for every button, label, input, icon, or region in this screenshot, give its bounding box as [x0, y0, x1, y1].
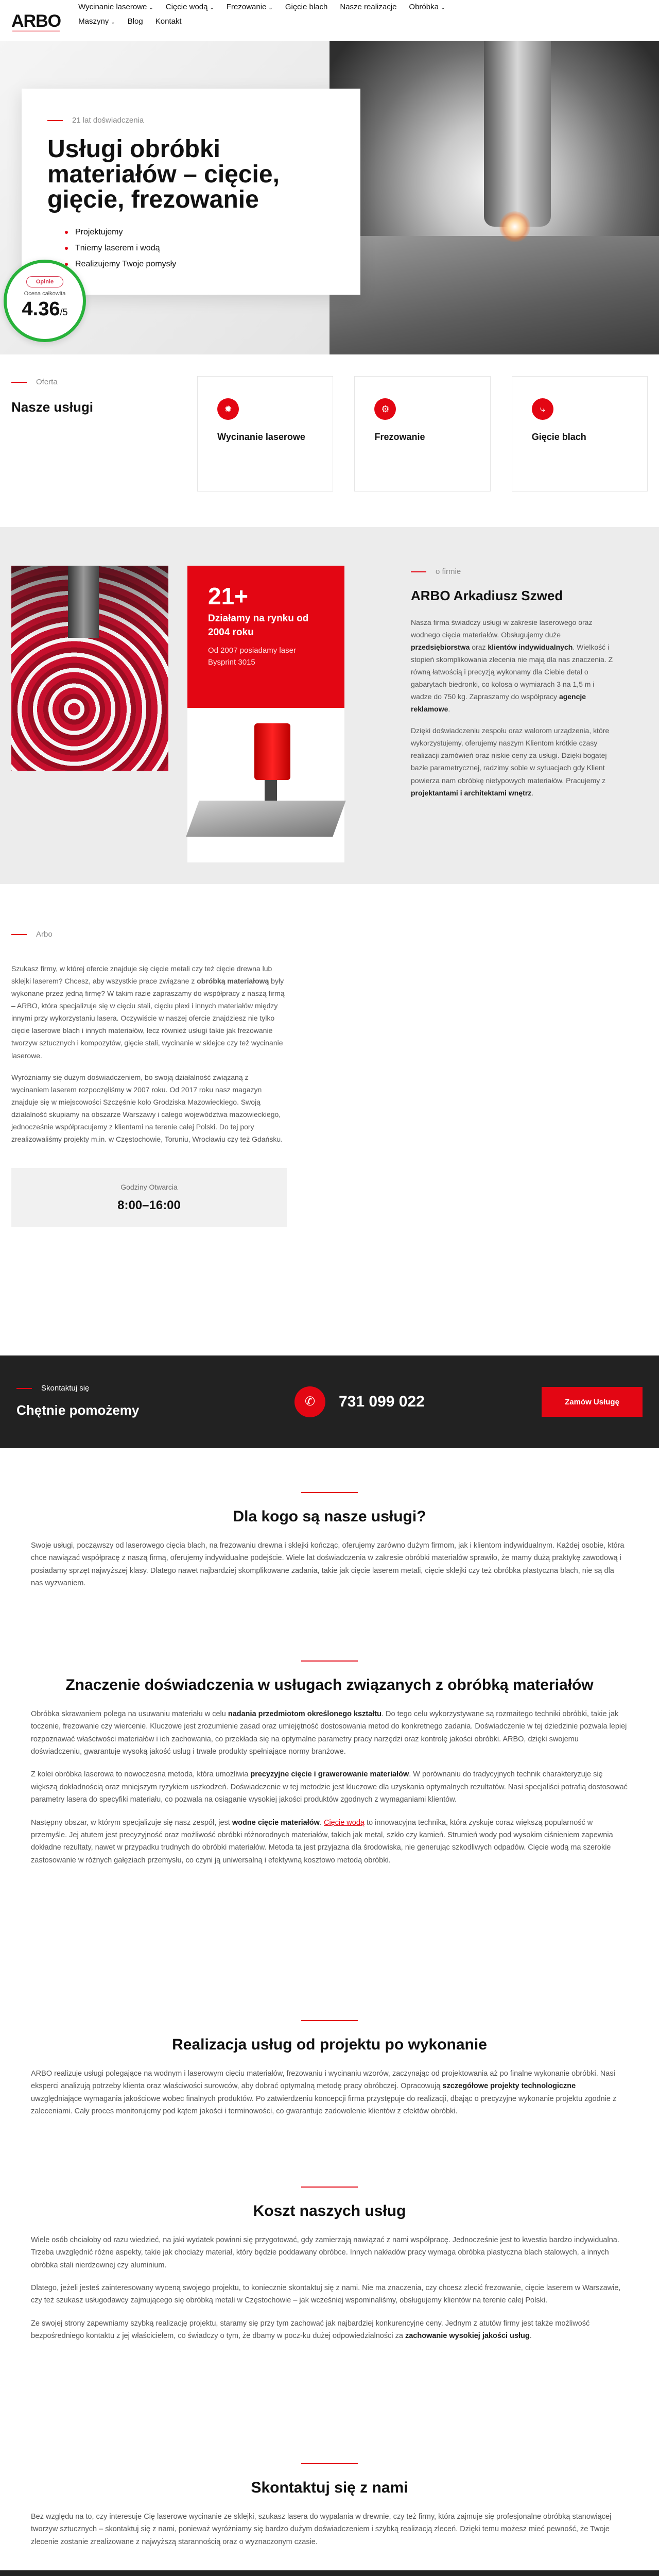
- cutting-head-image: [68, 566, 99, 638]
- laser-icon: ✹: [217, 398, 239, 420]
- section-dla-kogo: [31, 1448, 628, 1650]
- service-label: Wycinanie laserowe: [217, 432, 305, 442]
- section-divider: [301, 2187, 358, 2188]
- hero: [0, 0, 659, 354]
- rating-label: Ocena całkowita: [24, 291, 66, 297]
- services-eyebrow: [11, 376, 176, 388]
- section-realizacja: [31, 2010, 628, 2176]
- service-label: Frezowanie: [374, 432, 425, 442]
- bend-icon: ⤷: [532, 398, 553, 420]
- nav-wycinanie-laserowe[interactable]: [72, 0, 160, 14]
- chevron-down-icon: ⌄: [149, 5, 153, 11]
- laser-head-image: [484, 41, 551, 227]
- section-koszt: [31, 2176, 628, 2453]
- service-card-frezowanie[interactable]: [354, 376, 490, 492]
- section-znaczenie: [31, 1650, 628, 2010]
- about-eyebrow-text: o firmie: [436, 567, 461, 576]
- chevron-down-icon: ⌄: [268, 5, 273, 11]
- hero-list: [65, 224, 360, 273]
- machine-arm-image: [265, 780, 277, 801]
- contact-eyebrow: [16, 1382, 294, 1395]
- nav-frezowanie[interactable]: [220, 0, 279, 14]
- services-head: [11, 376, 176, 527]
- order-service-button[interactable]: Zamów Usługę: [542, 1387, 643, 1417]
- section-paragraph: Następny obszar, w którym specjalizuje się nasz zespół, jest wodne cięcie materiałów. Cięcie wodą to innowacyjna technika, która zyskuje coraz większą popularność w przemyśle. Jej atutem jest precyzyjność oraz możliwość obróbki różnorodnych materiałów, takich jak metal, szkło czy kamień. Strumień wody pod wysokim ciśnieniem zapewnia dokładne rezultaty, nawet w przypadku trudnych do obróbki materiałów. Metoda ta jest przyjazna dla środowiska, nie generując szkodliwych odpadów. Cięcie wodą ma szerokie zastosowanie w różnych gałęziach przemysłu, co czyni ją uniwersalną i efektywną kosztowo metodą obróbki.: [31, 1818, 613, 1865]
- metal-sheet-image: [330, 236, 659, 354]
- section-paragraph: ARBO realizuje usługi polegające na wodnym i laserowym cięciu materiałów, frezowaniu i wycinaniu wzorów, zaczynając od projektowania aż po finalne wykonanie obróbki. Nasi eksperci analizują potrzeby klienta oraz właściwości surowców, aby dobrać optymalną metodę pracy obróbczej. Opracowują szczegółowe projekty technologiczne uwzględniające wymagania jakościowe wobec finalnych produktów. Po zatwierdzeniu koncepcji firma przystępuje do realizacji, dbając o precyzyjne wykonanie projektu zgodnie z zaleceniami. Cały proces monitorujemy pod kątem jakości i terminowości, co gwarantuje zadowolenie klientów z efektów obróbki.: [31, 2070, 617, 2116]
- arbo-eyebrow: [11, 928, 287, 941]
- experience-text: Działamy na rynku od 2004 roku: [208, 613, 309, 638]
- opening-hours: [11, 1168, 287, 1227]
- laser-machine-image: [187, 708, 344, 862]
- opening-hours-value: 8:00–16:00: [117, 1198, 181, 1213]
- ciecie-woda-link[interactable]: Cięcie wodą: [323, 1818, 365, 1827]
- chevron-down-icon: ⌄: [440, 5, 445, 11]
- services-title: Nasze usługi: [11, 399, 93, 415]
- services-eyebrow-text: Oferta: [36, 378, 58, 386]
- section-divider: [301, 1660, 358, 1662]
- machine-table-image: [186, 801, 345, 837]
- nav-label: Frezowanie: [226, 3, 267, 11]
- hero-photo: [330, 41, 659, 354]
- chevron-down-icon: ⌄: [111, 19, 115, 25]
- about-paragraph: Nasza firma świadczy usługi w zakresie laserowego oraz wodnego cięcia materiałów. Obsługujemy duże przedsiębiorstwa oraz klientów indywidualnych. Wielkość i stopień skomplikowania zlecenia nie mają dla nas znaczenia. Z równą łatwością i precyzją wykonamy dla Ciebie detal o gabarytach biedronki, co kolosa o wymiarach 3 na 1,5 m i wadze do 750 kg. Zapraszamy do współpracy agencje reklamowe.: [411, 618, 613, 714]
- nav-maszyny[interactable]: [72, 14, 122, 29]
- services-section: [0, 354, 659, 527]
- nav-label: Obróbka: [409, 3, 439, 11]
- accent-dash: [16, 1388, 32, 1389]
- service-label: Gięcie blach: [531, 432, 586, 442]
- section-title: Znaczenie doświadczenia w usługach związanych z obróbką materiałów: [65, 1676, 594, 1693]
- about-section: [0, 527, 659, 884]
- nav-ciecie-woda[interactable]: [160, 0, 220, 14]
- about-paragraph: Dzięki doświadczeniu zespołu oraz walorom urządzenia, które wykorzystujemy, oferujemy naszym Klientom krótkie czasy realizacji zamówień oraz niskie ceny za usługi. Dzięki bogatej bazie parametrycznej, radzimy sobie w sytuacjach gdy Klient powierza nam obróbkę nietypowych materiałów. Pracujemy z projektantami i architektami wnętrz.: [411, 726, 610, 797]
- section-paragraph: Dlatego, jeżeli jesteś zainteresowany wyceną swojego projektu, to koniecznie skontaktuj się z nami. Nie ma znaczenia, czy chcesz zlecić frezowanie, cięcie laserem w Warszawie, czy też szukasz usługodawcy zajmującego się obróbką metali w Częstochowie – jak wcześniej wspominaliśmy, obsługujemy klientów na terenie całej Polski.: [31, 2284, 621, 2305]
- site-header: [0, 0, 659, 41]
- section-title: Realizacja usług od projektu po wykonanie: [172, 2036, 487, 2053]
- section-divider: [301, 2463, 358, 2464]
- accent-dash: [11, 382, 27, 383]
- contact-eyebrow-text: Skontaktuj się: [41, 1384, 90, 1393]
- chevron-down-icon: ⌄: [210, 5, 214, 11]
- section-paragraph: Z kolei obróbka laserowa to nowoczesna metoda, która umożliwia precyzyjne cięcie i grawerowanie materiałów. W porównaniu do tradycyjnych technik charakteryzuje się większą dokładnością oraz mniejszym ryzykiem uszkodzeń. Doświadczenie w tej metodzie jest kluczowe dla uzyskania optymalnych rezultatów. Nasi specjaliści potrafią dostosować parametry lasera do specyfiki materiału, co pozwala na osiąganie wysokiej jakości produktów zgodnych z wymaganiami klientów.: [31, 1770, 628, 1804]
- main-nav: [72, 0, 474, 28]
- arbo-section: [0, 884, 659, 1355]
- phone-number[interactable]: 731 099 022: [339, 1393, 425, 1410]
- nav-blog[interactable]: [122, 14, 149, 29]
- arbo-paragraph: Szukasz firmy, w której ofercie znajduje się cięcie metali czy też cięcie drewna lub sklejki laserem? Chcesz, aby wszystkie prace związane z obróbką materiałową były wykonane przez jedną firmę? W takim razie zapraszamy do współpracy z naszą firmą – ARBO, która specjalizuje się w cięciu stali, cięciu plexi i innych materiałów między innymi przy wykorzystaniu lasera. Oczywiście w naszej ofercie znajdziesz nie tylko cięcie laserowe blach i innych materiałów, lecz również usługi takie jak frezowanie tworzyw sztucznych i kompozytów, gięcie stali, wycinanie w sklejce czy też wycinanie laserowe.: [11, 964, 285, 1060]
- hero-list-item: Tniemy laserem i wodą: [65, 240, 360, 256]
- mill-icon: ⚙: [374, 398, 396, 420]
- cutting-photo: [11, 566, 168, 771]
- section-title: Skontaktuj się z nami: [251, 2479, 408, 2496]
- hero-card: [22, 89, 360, 295]
- section-title: Koszt naszych usług: [253, 2202, 406, 2219]
- content-sections: [0, 1448, 659, 2570]
- contact-band-text: [16, 1382, 294, 1421]
- service-card-giecie[interactable]: [512, 376, 648, 492]
- about-media: [11, 566, 382, 884]
- contact-band: [0, 1355, 659, 1448]
- arbo-paragraph: Wyróżniamy się dużym doświadczeniem, bo swoją działalność związaną z wycinaniem laserem rozpoczęliśmy w 2007 roku. Od 2017 roku nasz magazyn znajduje się w miejscowości Szczęśnie koło Grodziska Mazowieckiego. Swoją działalność skupiamy na obszarze Warszawy i całego województwa mazowieckiego, jednocześnie współpracujemy z klientami na terenie całej Polski. Do tej pory zrealizowaliśmy projekty m.in. w Częstochowie, Toruniu, Wrocławiu czy też Gdańsku.: [11, 1073, 283, 1144]
- rating-brand-logo: Opinie: [7, 276, 83, 287]
- nav-label: Blog: [127, 16, 143, 26]
- nav-obrobka[interactable]: [403, 0, 451, 14]
- section-title: Dla kogo są nasze usługi?: [233, 1508, 426, 1525]
- experience-number: 21+: [208, 583, 249, 609]
- nav-giecie-blach[interactable]: [279, 0, 334, 14]
- phone-icon: ✆: [294, 1386, 325, 1417]
- section-paragraph: Swoje usługi, począwszy od laserowego cięcia blach, na frezowaniu drewna i sklejki kończąc, oferujemy zarówno dużym firmom, jak i klientom indywidualnym. Każdej osobie, która chce nawiązać współpracę z naszą firmą, oferujemy indywidualne podejście. Wiele lat doświadczenia w zakresie obróbki materiałów sprawiło, że mamy dużą praktykę zawodową i posiadamy sprzęt najwyższej klasy. Dlatego nawet najbardziej skomplikowane zadania, takie jak cięcie laserem metali, cięcie sklejki czy też obróbka plastyczna blach, nie są dla nas wyzwaniem.: [31, 1541, 625, 1588]
- machine-head-image: [254, 723, 290, 780]
- hero-title: Usługi obróbki materiałów – cięcie, gięcie, frezowanie: [47, 135, 280, 213]
- hero-list-item: Realizujemy Twoje pomysły: [65, 256, 360, 272]
- section-divider: [301, 1492, 358, 1493]
- about-eyebrow: [411, 566, 616, 578]
- hero-eyebrow: [47, 114, 360, 127]
- site-footer: [0, 2570, 659, 2576]
- arbo-eyebrow-text: Arbo: [36, 930, 53, 939]
- nav-label: Wycinanie laserowe: [78, 3, 147, 11]
- nav-kontakt[interactable]: [149, 14, 188, 29]
- section-paragraph: Ze swojej strony zapewniamy szybką realizację projektu, staramy się przy tym zachować jak najbardziej konkurencyjne ceny. Jednym z atutów firmy jest także możliwość bezpośredniego kontaktu z jej właścicielem, co świadczy o tym, że dbamy w pocz-ku dużej odpowiedzialności za zachowanie wysokiej jakości usług.: [31, 2319, 590, 2341]
- experience-note: Od 2007 posiadamy laser Bysprint 3015: [208, 646, 296, 667]
- nav-label: Gięcie blach: [285, 3, 328, 11]
- rating-score: 4.36/5: [22, 298, 68, 320]
- contact-band-title: Chętnie pomożemy: [16, 1402, 140, 1418]
- logo[interactable]: ARBO: [11, 7, 61, 35]
- nav-nasze-realizacje[interactable]: [334, 0, 403, 14]
- opening-hours-label: Godziny Otwarcia: [120, 1183, 178, 1192]
- accent-dash: [47, 120, 63, 121]
- nav-label: Nasze realizacje: [340, 3, 397, 11]
- section-paragraph: Bez względu na to, czy interesuje Cię laserowe wycinanie ze sklejki, szukasz lasera do wypalania w drewnie, czy też firmy, która zajmuje się profesjonalne obróbką stanowiącej tworzyw sztucznych – skontaktuj się z nami, ponieważ wyróżniamy się bardzo dużym doświadczeniem i szybką realizacją zleceń. Dzięki temu możesz mieć pewność, że Twoje zlecenie zostanie zrealizowane z najwyższą starannością oraz o wyznaczonym czasie.: [31, 2513, 612, 2546]
- rating-badge[interactable]: [4, 260, 86, 342]
- laser-spark-image: [499, 211, 530, 242]
- section-paragraph: Obróbka skrawaniem polega na usuwaniu materiału w celu nadania przedmiotom określonego kształtu. Do tego celu wykorzystywane są rozmaitego techniki obróbki, takie jak toczenie, frezowanie czy wiercenie. Kluczowe jest zrozumienie zasad oraz umiejętność dostosowania metod do konkretnego zadania. Doświadczenie w tej dziedzinie pozwala lepiej rozpoznawać właściwości materiałów i ich zachowania, co przekłada się na optymalne parametry pracy narzędzi oraz kontrolę jakości obróbki. ARBO, dzięki swojemu doświadczeniu, gwarantuje wysoką jakość usług i trwałe produkty spełniające normy branżowe.: [31, 1710, 627, 1756]
- section-kontakt: [31, 2453, 628, 2570]
- accent-dash: [411, 571, 426, 572]
- about-title: ARBO Arkadiusz Szwed: [411, 588, 563, 603]
- nav-label: Cięcie wodą: [165, 3, 208, 11]
- nav-label: Maszyny: [78, 16, 109, 26]
- phone-contact[interactable]: [294, 1386, 425, 1417]
- about-text: [382, 566, 616, 884]
- experience-box: [187, 566, 344, 708]
- service-card-laser[interactable]: [197, 376, 333, 492]
- nav-label: Kontakt: [155, 16, 182, 26]
- arbo-column: [11, 928, 287, 1227]
- accent-dash: [11, 934, 27, 935]
- section-divider: [301, 2020, 358, 2021]
- hero-eyebrow-text: 21 lat doświadczenia: [72, 116, 144, 125]
- section-paragraph: Wiele osób chciałoby od razu wiedzieć, na jaki wydatek powinni się przygotować, gdy zamierzają nawiązać z nami współpracę. Jednocześnie jest to kwestia bardzo indywidualna. Trzeba uwzględnić różne aspekty, takie jak chociaży materiał, który będzie poddawany obróbce. Innych nakładów pracy wymaga obróbka plastyczna blach stalowych, a innych obróbka stali nierdzewnej czy aluminium.: [31, 2236, 619, 2269]
- hero-list-item: Projektujemy: [65, 224, 360, 240]
